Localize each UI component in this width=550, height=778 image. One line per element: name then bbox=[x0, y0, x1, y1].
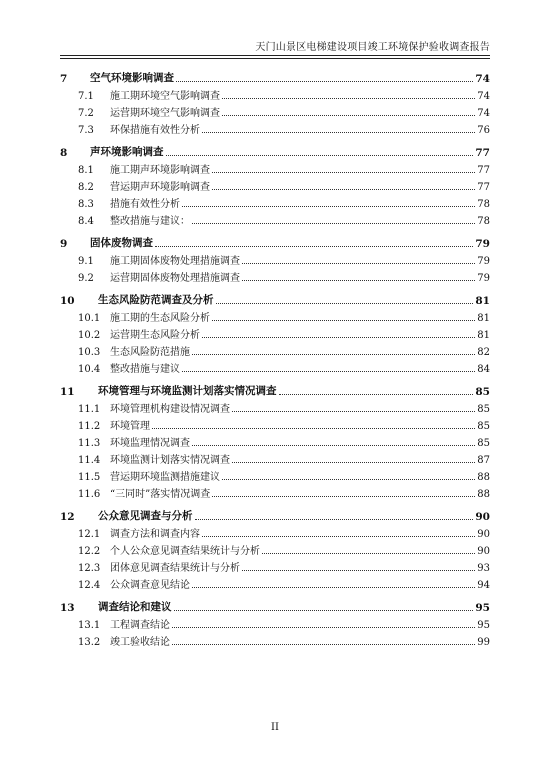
toc-dot-leader bbox=[155, 245, 473, 247]
toc-dot-leader bbox=[232, 410, 475, 412]
page-number: II bbox=[271, 722, 279, 733]
toc-chapter-entry[interactable] bbox=[60, 290, 490, 307]
toc-entry-number: 8.3 bbox=[78, 199, 94, 210]
toc-entry-page: 77 bbox=[475, 147, 490, 159]
toc-dot-leader bbox=[176, 80, 473, 82]
toc-section-entry[interactable] bbox=[60, 574, 490, 591]
toc-dot-leader bbox=[216, 302, 474, 304]
toc-entry-title: 施工期声环境影响调查 bbox=[110, 165, 210, 176]
toc-dot-leader bbox=[212, 495, 475, 497]
toc-entry-page: 82 bbox=[477, 347, 490, 358]
toc-section-entry[interactable] bbox=[60, 210, 490, 227]
toc-entry-title: 整改措施与建议 bbox=[110, 364, 180, 375]
toc-entry-page: 81 bbox=[477, 313, 490, 324]
toc-entry-title: “三同时”落实情况调查 bbox=[110, 489, 211, 500]
toc-entry-number: 12 bbox=[60, 511, 75, 523]
toc-entry-page: 81 bbox=[477, 330, 490, 341]
toc-section-entry[interactable] bbox=[60, 324, 490, 341]
toc-entry-title: 施工期的生态风险分析 bbox=[110, 313, 210, 324]
toc-section-entry[interactable] bbox=[60, 398, 490, 415]
toc-entry-title: 公众调查意见结论 bbox=[110, 580, 190, 591]
header-title: 天门山景区电梯建设项目竣工环境保护验收调查报告 bbox=[255, 42, 490, 53]
toc-section-entry[interactable] bbox=[60, 85, 490, 102]
toc-entry-number: 12.3 bbox=[78, 563, 101, 574]
toc-section-entry[interactable] bbox=[60, 483, 490, 500]
toc-entry-title: 团体意见调查结果统计与分析 bbox=[110, 563, 240, 574]
toc-entry-page: 78 bbox=[477, 216, 490, 227]
toc-section-entry[interactable] bbox=[60, 193, 490, 210]
toc-dot-leader bbox=[232, 461, 475, 463]
toc-dot-leader bbox=[152, 427, 475, 429]
toc-entry-page: 90 bbox=[477, 546, 490, 557]
toc-entry-page: 90 bbox=[477, 529, 490, 540]
toc-entry-page: 74 bbox=[475, 73, 490, 85]
toc-entry-title: 环境监测计划落实情况调查 bbox=[110, 455, 230, 466]
toc-entry-page: 94 bbox=[477, 580, 490, 591]
toc-dot-leader bbox=[279, 393, 474, 395]
toc-entry-page: 78 bbox=[477, 199, 490, 210]
toc-entry-page: 95 bbox=[475, 602, 490, 614]
toc-dot-leader bbox=[174, 609, 474, 611]
toc-entry-number: 11.4 bbox=[78, 455, 101, 466]
toc-entry-page: 79 bbox=[477, 256, 490, 267]
toc-chapter-entry[interactable] bbox=[60, 381, 490, 398]
toc-section-entry[interactable] bbox=[60, 449, 490, 466]
toc-entry-title: 环境管理机构建设情况调查 bbox=[110, 404, 230, 415]
toc-entry-number: 9 bbox=[60, 238, 68, 250]
toc-entry-number: 10.3 bbox=[78, 347, 101, 358]
toc-section-entry[interactable] bbox=[60, 540, 490, 557]
toc-entry-page: 85 bbox=[477, 438, 490, 449]
toc-entry-title: 公众意见调查与分析 bbox=[98, 510, 193, 522]
toc-chapter-entry[interactable] bbox=[60, 233, 490, 250]
toc-dot-leader bbox=[166, 154, 474, 156]
toc-entry-page: 74 bbox=[477, 108, 490, 119]
toc-entry-number: 13.1 bbox=[78, 620, 101, 631]
toc-entry-page: 87 bbox=[477, 455, 490, 466]
toc-section-entry[interactable] bbox=[60, 523, 490, 540]
toc-entry-number: 10.1 bbox=[78, 313, 101, 324]
toc-entry-number: 9.1 bbox=[78, 256, 94, 267]
toc-entry-title: 施工期固体废物处理措施调查 bbox=[110, 256, 240, 267]
toc-entry-page: 85 bbox=[477, 421, 490, 432]
toc-entry-title: 施工期环境空气影响调查 bbox=[110, 91, 220, 102]
toc-entry-title: 环保措施有效性分析 bbox=[110, 125, 200, 136]
toc-entry-title: 固体废物调查 bbox=[90, 237, 153, 249]
toc-dot-leader bbox=[195, 518, 474, 520]
toc-section-entry[interactable] bbox=[60, 358, 490, 375]
toc-dot-leader bbox=[192, 586, 475, 588]
toc-entry-page: 79 bbox=[477, 273, 490, 284]
toc-dot-leader bbox=[192, 353, 475, 355]
toc-dot-leader bbox=[242, 279, 475, 281]
toc-dot-leader bbox=[212, 171, 475, 173]
toc-entry-number: 11.3 bbox=[78, 438, 101, 449]
toc-dot-leader bbox=[202, 131, 475, 133]
toc-dot-leader bbox=[242, 569, 475, 571]
page-footer bbox=[0, 722, 550, 733]
toc-entry-title: 个人公众意见调查结果统计与分析 bbox=[110, 546, 260, 557]
toc-section-entry[interactable] bbox=[60, 557, 490, 574]
toc-entry-title: 调查方法和调查内容 bbox=[110, 529, 200, 540]
toc-entry-number: 11.6 bbox=[78, 489, 101, 500]
toc-section-entry[interactable] bbox=[60, 466, 490, 483]
toc-entry-page: 74 bbox=[477, 91, 490, 102]
toc-entry-number: 12.4 bbox=[78, 580, 101, 591]
toc-section-entry[interactable] bbox=[60, 415, 490, 432]
toc-chapter-entry[interactable] bbox=[60, 68, 490, 85]
toc-entry-number: 7.2 bbox=[78, 108, 94, 119]
toc-section-entry[interactable] bbox=[60, 614, 490, 631]
toc-entry-title: 空气环境影响调查 bbox=[90, 72, 174, 84]
toc-entry-number: 13.2 bbox=[78, 637, 101, 648]
toc-entry-number: 11 bbox=[60, 386, 75, 398]
toc-entry-page: 85 bbox=[475, 386, 490, 398]
toc-entry-number: 11.1 bbox=[78, 404, 101, 415]
toc-section-entry[interactable] bbox=[60, 631, 490, 648]
toc-section-entry[interactable] bbox=[60, 307, 490, 324]
toc-entry-number: 12.1 bbox=[78, 529, 101, 540]
toc-entry-page: 84 bbox=[477, 364, 490, 375]
toc-entry-title: 调查结论和建议 bbox=[98, 601, 172, 613]
toc-entry-page: 81 bbox=[475, 295, 490, 307]
toc-entry-page: 77 bbox=[477, 165, 490, 176]
toc-entry-page: 90 bbox=[475, 511, 490, 523]
toc-entry-page: 88 bbox=[477, 472, 490, 483]
toc-entry-title: 运营期环境空气影响调查 bbox=[110, 108, 220, 119]
toc-entry-number: 10.2 bbox=[78, 330, 101, 341]
toc-section-entry[interactable] bbox=[60, 119, 490, 136]
toc-dot-leader bbox=[202, 336, 475, 338]
toc-section-entry[interactable] bbox=[60, 176, 490, 193]
toc-section-entry[interactable] bbox=[60, 432, 490, 449]
toc-entry-number: 9.2 bbox=[78, 273, 94, 284]
toc-entry-page: 77 bbox=[477, 182, 490, 193]
toc-chapter-entry[interactable] bbox=[60, 506, 490, 523]
toc-entry-number: 13 bbox=[60, 602, 75, 614]
toc-entry-title: 营运期声环境影响调查 bbox=[110, 182, 210, 193]
toc-dot-leader bbox=[222, 114, 475, 116]
table-of-contents bbox=[60, 62, 490, 648]
toc-dot-leader bbox=[222, 478, 475, 480]
toc-entry-title: 竣工验收结论 bbox=[110, 637, 170, 648]
toc-entry-number: 10 bbox=[60, 295, 75, 307]
toc-dot-leader bbox=[192, 222, 475, 224]
toc-dot-leader bbox=[212, 319, 475, 321]
toc-dot-leader bbox=[182, 370, 475, 372]
toc-entry-title: 环境管理 bbox=[110, 421, 150, 432]
toc-entry-number: 7.3 bbox=[78, 125, 94, 136]
running-header bbox=[60, 38, 490, 56]
toc-section-entry[interactable] bbox=[60, 341, 490, 358]
toc-dot-leader bbox=[242, 262, 475, 264]
toc-dot-leader bbox=[192, 444, 475, 446]
toc-entry-page: 99 bbox=[477, 637, 490, 648]
toc-entry-title: 运营期固体废物处理措施调查 bbox=[110, 273, 240, 284]
toc-dot-leader bbox=[172, 626, 475, 628]
toc-section-entry[interactable] bbox=[60, 102, 490, 119]
toc-section-entry[interactable] bbox=[60, 250, 490, 267]
toc-entry-page: 85 bbox=[477, 404, 490, 415]
toc-entry-number: 8.4 bbox=[78, 216, 94, 227]
toc-entry-page: 93 bbox=[477, 563, 490, 574]
toc-entry-number: 7 bbox=[60, 73, 68, 85]
toc-dot-leader bbox=[202, 535, 475, 537]
toc-entry-number: 11.2 bbox=[78, 421, 101, 432]
toc-chapter-entry[interactable] bbox=[60, 597, 490, 614]
toc-entry-page: 76 bbox=[477, 125, 490, 136]
toc-entry-number: 8.1 bbox=[78, 165, 94, 176]
toc-entry-title: 措施有效性分析 bbox=[110, 199, 180, 210]
toc-entry-title: 营运期环境监测措施建议 bbox=[110, 472, 220, 483]
toc-entry-page: 79 bbox=[475, 238, 490, 250]
toc-entry-title: 运营期生态风险分析 bbox=[110, 330, 200, 341]
toc-entry-number: 12.2 bbox=[78, 546, 101, 557]
toc-entry-number: 10.4 bbox=[78, 364, 101, 375]
toc-entry-number: 7.1 bbox=[78, 91, 94, 102]
toc-dot-leader bbox=[222, 97, 475, 99]
toc-dot-leader bbox=[212, 188, 475, 190]
toc-chapter-entry[interactable] bbox=[60, 142, 490, 159]
toc-entry-title: 生态风险防范措施 bbox=[110, 347, 190, 358]
toc-dot-leader bbox=[182, 205, 475, 207]
toc-entry-title: 生态风险防范调查及分析 bbox=[98, 294, 214, 306]
toc-entry-number: 11.5 bbox=[78, 472, 101, 483]
toc-entry-title: 环境管理与环境监测计划落实情况调查 bbox=[98, 385, 277, 397]
toc-entry-page: 88 bbox=[477, 489, 490, 500]
toc-entry-title: 整改措施与建议： bbox=[110, 216, 190, 227]
toc-dot-leader bbox=[262, 552, 475, 554]
toc-section-entry[interactable] bbox=[60, 267, 490, 284]
toc-entry-title: 声环境影响调查 bbox=[90, 146, 164, 158]
toc-entry-title: 环境监理情况调查 bbox=[110, 438, 190, 449]
toc-entry-number: 8 bbox=[60, 147, 68, 159]
toc-entry-number: 8.2 bbox=[78, 182, 94, 193]
toc-dot-leader bbox=[172, 643, 475, 645]
toc-section-entry[interactable] bbox=[60, 159, 490, 176]
toc-entry-title: 工程调查结论 bbox=[110, 620, 170, 631]
toc-entry-page: 95 bbox=[477, 620, 490, 631]
